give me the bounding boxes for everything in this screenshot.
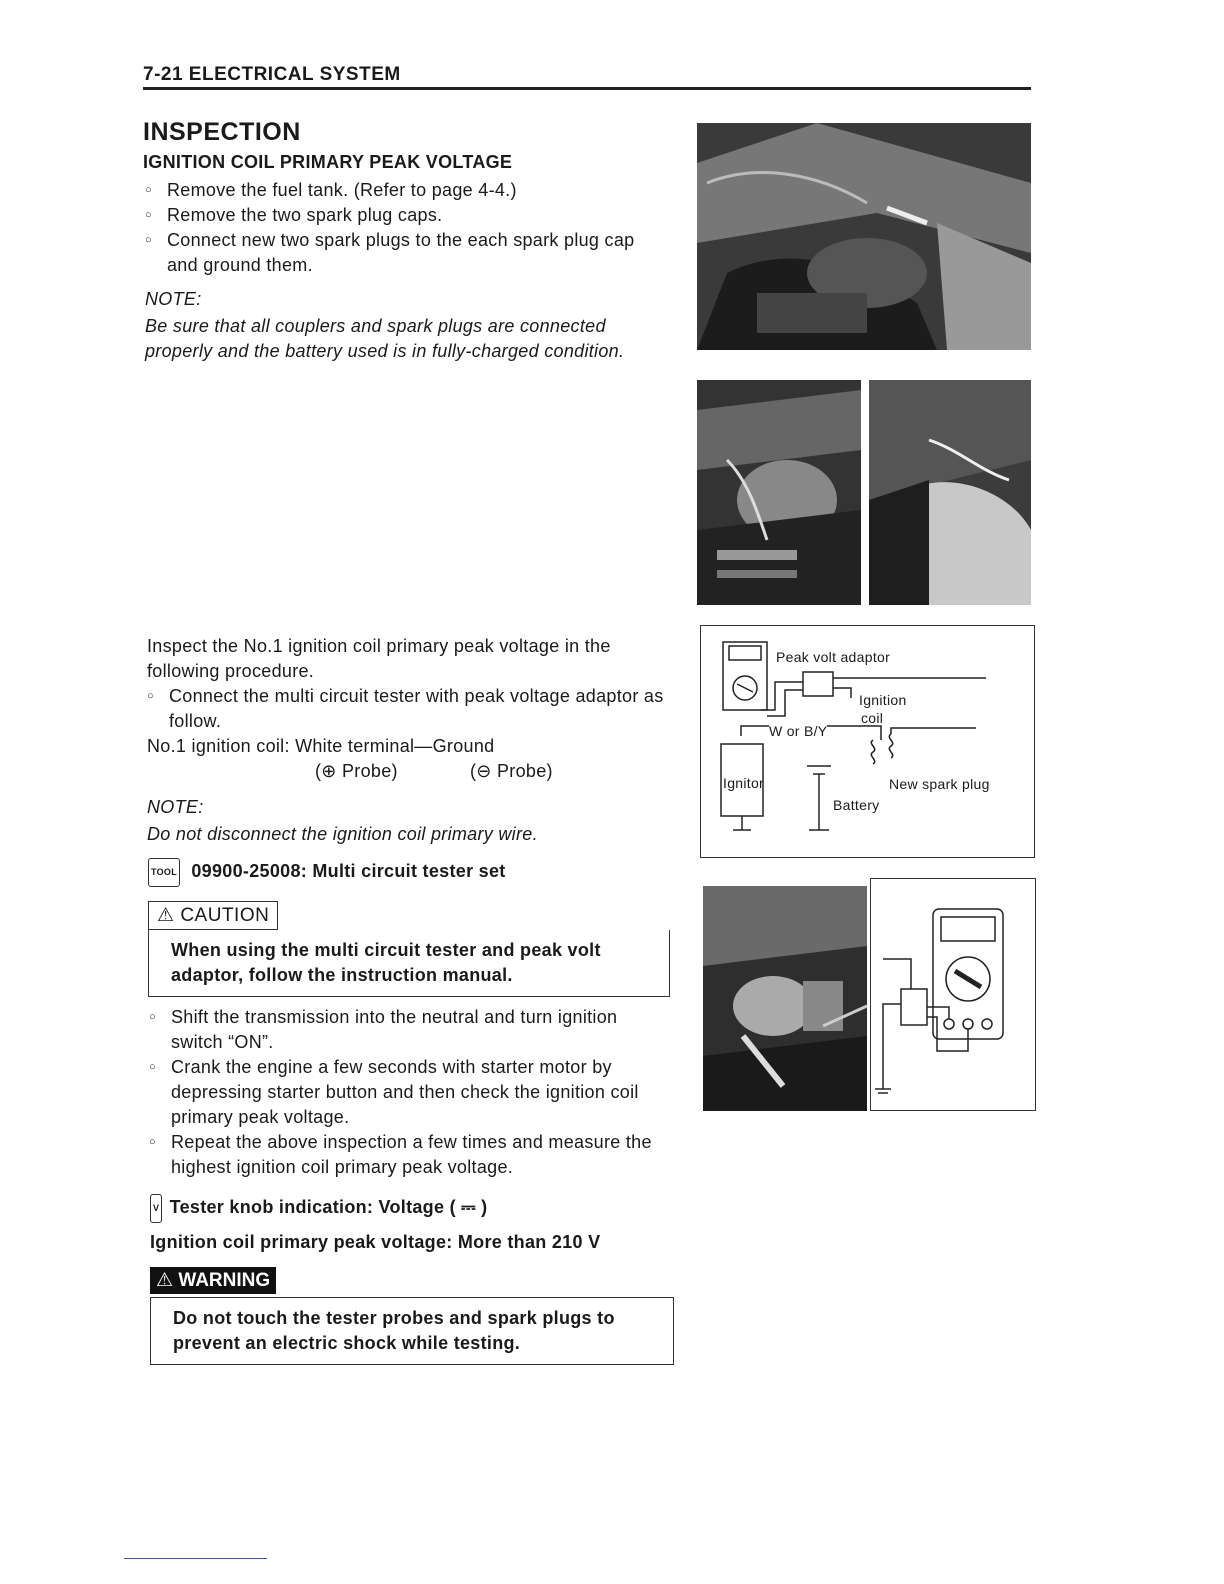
list-item: ○ Remove the two spark plug caps. bbox=[145, 203, 670, 228]
peak-voltage-spec: Ignition coil primary peak voltage: More than 210 V bbox=[150, 1232, 601, 1252]
note-text: Be sure that all couplers and spark plugs are connected properly and the battery used is in fully-charged condition. bbox=[145, 316, 625, 361]
probe-plus: (⊕ Probe) bbox=[315, 761, 398, 781]
note-label: NOTE: bbox=[145, 289, 202, 309]
warning-box bbox=[150, 1297, 674, 1365]
photo-engine-top bbox=[697, 123, 1031, 350]
section-subtitle: IGNITION COIL PRIMARY PEAK VOLTAGE bbox=[143, 152, 513, 172]
list-item: ○ Repeat the above inspection a few times and measure the highest ignition coil primary peak voltage. bbox=[149, 1130, 674, 1180]
knob-indication: V Tester knob indication: Voltage ( ⎓ ) bbox=[150, 1194, 487, 1223]
photo-spark-plug-left bbox=[697, 380, 861, 605]
tool-text: 09900-25008: Multi circuit tester set bbox=[191, 861, 506, 882]
caution-text: When using the multi circuit tester and peak volt adaptor, follow the instruction manual. bbox=[171, 940, 601, 985]
page-title: INSPECTION bbox=[143, 118, 301, 146]
tool-line bbox=[148, 858, 506, 887]
section-header: 7-21 ELECTRICAL SYSTEM bbox=[143, 64, 401, 85]
list-item: ○ Remove the fuel tank. (Refer to page 4-4.) bbox=[145, 178, 670, 203]
warning-label: ⚠ WARNING bbox=[150, 1267, 276, 1294]
label-battery: Battery bbox=[833, 797, 880, 813]
list-item: ○ Connect the multi circuit tester with peak voltage adaptor as follow. bbox=[147, 684, 672, 734]
steps-list-a bbox=[145, 178, 670, 278]
photo-tester-connection bbox=[703, 886, 867, 1111]
connection-line: No.1 ignition coil: White terminal—Ground bbox=[147, 736, 495, 756]
warning-text: Do not touch the tester probes and spark plugs to prevent an electric shock while testing. bbox=[173, 1308, 615, 1353]
label-coil: coil bbox=[861, 710, 884, 726]
steps-list-connect bbox=[147, 684, 672, 734]
label-ignitor: Ignitor bbox=[723, 775, 765, 791]
tester-drawing bbox=[871, 879, 1035, 1110]
tester-illustration bbox=[870, 878, 1036, 1111]
header-rule bbox=[143, 87, 1031, 90]
tester-knob-icon: V bbox=[150, 1194, 162, 1223]
note-label: NOTE: bbox=[147, 797, 204, 817]
footer-rule bbox=[124, 1558, 267, 1559]
caution-box bbox=[148, 930, 670, 997]
list-item: ○ Shift the transmission into the neutral and turn ignition switch “ON”. bbox=[149, 1005, 674, 1055]
tool-icon: TOOL bbox=[148, 858, 180, 887]
steps-list-b bbox=[149, 1005, 674, 1180]
note-block-2 bbox=[147, 795, 672, 847]
list-item: ○ Connect new two spark plugs to the each spark plug cap and ground them. bbox=[145, 228, 670, 278]
label-ignition: Ignition bbox=[859, 692, 907, 708]
circuit-diagram bbox=[700, 625, 1035, 858]
label-peak-volt-adaptor: Peak volt adaptor bbox=[776, 649, 891, 665]
probe-minus: (⊖ Probe) bbox=[470, 761, 553, 781]
warning-triangle-icon: ⚠ bbox=[157, 905, 175, 926]
label-new-spark-plug: New spark plug bbox=[889, 776, 990, 792]
warning-triangle-icon: ⚠ bbox=[156, 1270, 174, 1291]
label-wire: W or B/Y bbox=[769, 723, 828, 739]
note-text: Do not disconnect the ignition coil primary wire. bbox=[147, 824, 538, 844]
caution-label: ⚠ CAUTION bbox=[148, 901, 278, 930]
note-block-1 bbox=[145, 287, 670, 364]
procedure-intro: Inspect the No.1 ignition coil primary peak voltage in the following procedure. bbox=[147, 636, 611, 681]
photo-spark-plug-right bbox=[869, 380, 1031, 605]
list-item: ○ Crank the engine a few seconds with starter motor by depressing starter button and then check the ignition coil primary peak voltage. bbox=[149, 1055, 674, 1130]
